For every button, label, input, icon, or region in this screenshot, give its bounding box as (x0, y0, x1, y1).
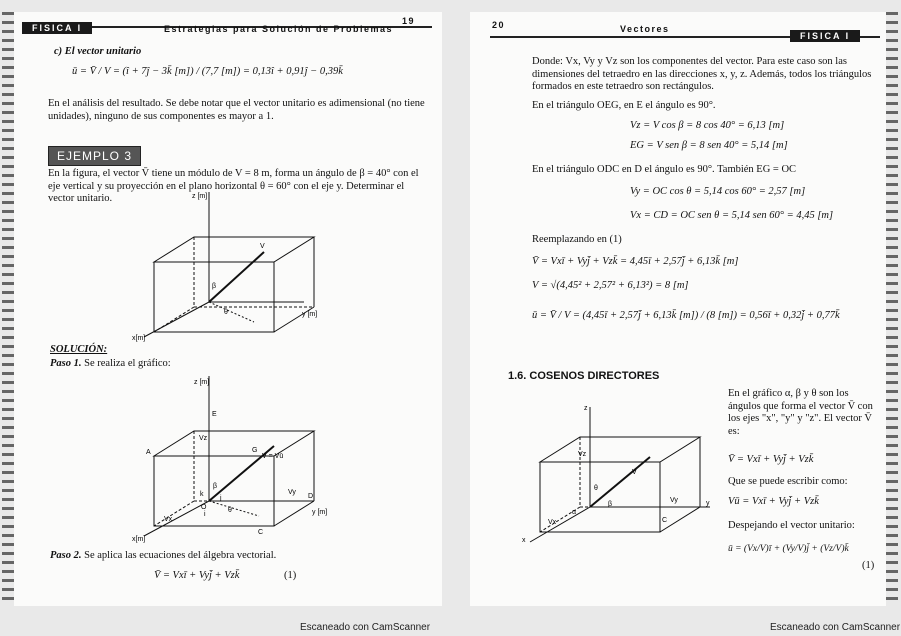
fig1-theta-label: θ (224, 309, 228, 316)
fig2-e-label: E (212, 411, 217, 418)
fig2-vz-label: Vz (199, 435, 208, 442)
equation-number: (1) (284, 570, 297, 581)
fig3-vz-label: Vz (578, 451, 587, 458)
equation-vector: V̄ = Vxī + Vyj̄ + Vzk̄ = 4,45ī + 2,57j̄ + 6,13k̄ [m] (532, 256, 739, 267)
header-badge: FISICA I (790, 30, 860, 42)
equation-unit-cos: ū = (Vx/V)ī + (Vy/V)j̄ + (Vz/V)k̄ (728, 544, 849, 554)
equation-vector-2: V̄ = Vxī + Vyj̄ + Vzk̄ (728, 454, 814, 465)
paragraph-7: Despejando el vector unitario: (728, 520, 855, 531)
fig3-alpha-label: α (572, 509, 577, 516)
fig2-x-label: x[m] (132, 536, 146, 543)
page-number: 20 (492, 20, 506, 30)
section-heading: 1.6. COSENOS DIRECTORES (508, 370, 660, 382)
fig1-x-label: x[m] (132, 335, 146, 342)
fig2-vy-label: Vy (288, 489, 296, 496)
right-page (470, 12, 886, 606)
header-badge: FISICA I (22, 22, 92, 34)
equation-vz: Vz = V cos β = 8 cos 40° = 6,13 [m] (630, 120, 785, 131)
paragraph-4: Reemplazando en (1) (532, 234, 622, 245)
example-title: EJEMPLO 3 (48, 146, 141, 166)
equation-vx: Vx = CD = OC sen θ = 5,14 sen 60° = 4,45 [m] (630, 210, 834, 221)
equation-unit: ū = V̄ / V = (4,45ī + 2,57j̄ + 6,13k̄ [m]) / (8 [m]) = 0,56ī + 0,32j̄ + 0,77k̄ (532, 310, 840, 321)
fig3-c-label: C (662, 517, 668, 524)
fig3-vy-label: Vy (670, 497, 678, 504)
step1-text: Se realiza el gráfico: (84, 358, 171, 369)
fig1-v-label: V (260, 243, 265, 250)
fig3-vx-label: Vx (548, 519, 557, 526)
paragraph-2: En el triángulo OEG, en E el ángulo es 90°. (532, 100, 716, 111)
vector-equation: V̄ = Vxī + Vyj̄ + Vzk̄ (154, 570, 240, 581)
analysis-paragraph: En el análisis del resultado. Se debe notar que el vector unitario es adimensional (no tiene unidades), ninguno de sus componentes es mayor a 1. (48, 98, 425, 122)
fig3-z-label: z (584, 405, 588, 412)
paragraph-6: Que se puede escribir como: (728, 476, 848, 487)
fig2-d-label: D (308, 493, 314, 500)
fig2-j-label: j (220, 495, 222, 502)
fig2-c-label: C (258, 529, 264, 536)
paragraph-5: En el gráfico α, β y θ son los ángulos que forma el vector V̄ con los ejes "x", "y" y "z". El vector V̄ es: (728, 388, 873, 437)
fig2-vx-label: Vx (164, 516, 173, 523)
spiral-binding-right (886, 12, 898, 606)
fig3-theta-label: θ (594, 485, 598, 492)
fig2-theta-label: θ (228, 507, 232, 514)
solution-heading: SOLUCIÓN: (50, 344, 108, 355)
fig2-g-label: G (252, 447, 258, 454)
left-page (14, 12, 442, 606)
spiral-binding-left (2, 12, 14, 606)
figure-3 (520, 402, 720, 552)
fig3-beta-label: β (608, 501, 613, 508)
fig2-beta-label: β (213, 483, 218, 490)
figure-1 (124, 192, 324, 342)
equation-eg: EG = V sen β = 8 sen 40° = 5,14 [m] (630, 140, 788, 151)
figure-2 (124, 376, 334, 546)
fig2-a-label: A (146, 449, 151, 456)
fig1-beta-label: β (212, 283, 217, 290)
fig2-o-label: O (201, 504, 207, 511)
fig2-z-label: z [m] (194, 379, 210, 386)
step2-text: Se aplica las ecuaciones del álgebra vectorial. (84, 550, 277, 561)
step1-label: Paso 1. (50, 358, 82, 369)
header-title: Estrategias para Solución de Problemas (164, 24, 394, 34)
equation-vu: Vū = Vxī + Vyj̄ + Vzk̄ (728, 496, 819, 507)
section-label: c) El vector unitario (54, 46, 142, 57)
fig3-y-label: y (706, 500, 710, 507)
fig2-y-label: y [m] (312, 509, 328, 516)
fig2-i-label: i (204, 511, 206, 518)
fig2-vu-label: V = Vū (262, 453, 284, 460)
step2-label: Paso 2. (50, 550, 82, 561)
fig1-y-label: y [m] (302, 311, 318, 318)
equation-magnitude: V = √(4,45² + 2,57² + 6,13²) = 8 [m] (532, 280, 689, 291)
equation-number: (1) (862, 560, 875, 571)
fig2-k-label: k (200, 491, 204, 498)
paragraph-1: Donde: Vx, Vy y Vz son los componentes del vector. Para este caso son las dimensiones del tetraedro en las direcciones x, y, z. Además, todos los triángulos formados en este tetraedro son rectángulos. (532, 56, 872, 92)
fig3-v-label: V (632, 469, 637, 476)
equation-vy: Vy = OC cos θ = 5,14 cos 60° = 2,57 [m] (630, 186, 806, 197)
fig3-x-label: x (522, 537, 526, 544)
footer-watermark-right: Escaneado con CamScanner (770, 622, 901, 633)
paragraph-3: En el triángulo ODC en D el ángulo es 90°. También EG = OC (532, 164, 797, 175)
footer-watermark-left: Escaneado con CamScanner (300, 622, 431, 633)
example-statement: En la figura, el vector V̄ tiene un módulo de V = 8 m, forma un ángulo de β = 40° con el eje vertical y su proyección en el plano horizontal θ = 60° con el eje y. Determinar el vector unitario. (48, 168, 419, 204)
page-number: 19 (402, 16, 416, 26)
header-title: Vectores (620, 24, 670, 34)
unit-vector-equation: ū = V̄ / V = (î + 7ĵ − 3k̄ [m]) / (7,7 [m]) = 0,13î + 0,91ĵ − 0,39k̄ (72, 66, 343, 77)
fig1-z-label: z [m] (192, 193, 208, 200)
